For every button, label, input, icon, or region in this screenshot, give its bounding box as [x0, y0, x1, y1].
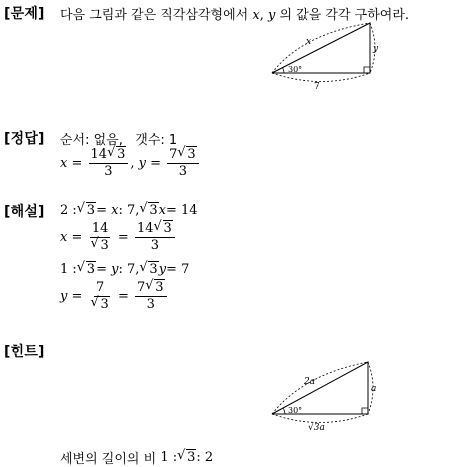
- sol3-y: y: [111, 262, 119, 277]
- problem-label: [문제]: [4, 6, 45, 22]
- problem-text-after: 의 값을 각각 구하여라.: [279, 8, 410, 23]
- answer-label: [정답]: [4, 131, 45, 147]
- sol3-a: 1 :: [60, 262, 77, 277]
- answer-y-den: 3: [178, 163, 188, 179]
- sol4-rad2: 3: [155, 280, 164, 295]
- problem-text-before: 다음 그림과 같은 직각삼각형에서: [60, 8, 249, 23]
- hint-angle-arc: [284, 409, 286, 415]
- answer-y-num: 7: [169, 147, 178, 162]
- sol4-num1: 7: [96, 280, 105, 295]
- hint-label: [힌트]: [4, 344, 45, 360]
- hint-triangle-shape: [272, 362, 368, 414]
- answer-x-den: 3: [104, 163, 113, 179]
- problem-comma: ,: [259, 8, 264, 23]
- solution-line-1: 2 : √ 3 = x : 7, √ 3 x = 14: [60, 201, 198, 218]
- hint-caption: 세변의 길이의 비 1 : √ 3 : 2: [60, 448, 214, 467]
- hint-caption-text: 세변의 길이의 비: [60, 452, 157, 467]
- sol4-num2: 7: [136, 280, 146, 295]
- answer-values: x = 14 √ 3 3 , y = 7 √ 3 3: [60, 148, 201, 178]
- sol3-d: y: [158, 262, 167, 277]
- right-angle-mark: [364, 67, 370, 73]
- sol2-frac1: 14 √ 3: [90, 221, 109, 253]
- sol1-c: : 7,: [118, 203, 140, 218]
- base-brace: [272, 73, 370, 82]
- sol3-rad1: 3: [86, 262, 96, 277]
- sol2-rad2: 3: [163, 221, 172, 236]
- hint-hyp-label: 2a: [304, 377, 316, 387]
- sol1-x: x: [111, 203, 119, 218]
- answer-count: 갯수: 1: [135, 133, 178, 148]
- answer-y-var: y: [138, 155, 146, 171]
- sol2-num1: 14: [91, 221, 109, 236]
- hint-base-label: √3a: [308, 423, 325, 433]
- sol3-b: =: [96, 262, 107, 277]
- hint-caption-b: : 2: [196, 450, 214, 465]
- sol1-d: x: [158, 203, 167, 218]
- problem-var-x: x: [252, 8, 260, 23]
- problem-triangle-figure: [262, 16, 382, 94]
- sol2-num2: 14: [136, 221, 154, 236]
- answer-y-rad: 3: [187, 147, 196, 162]
- base-label: 7: [314, 82, 320, 92]
- sol4-rad1: 3: [100, 296, 109, 312]
- answer-x-rad: 3: [117, 147, 126, 162]
- hint-triangle-figure: [262, 354, 382, 434]
- sol3-rad2: 3: [149, 262, 158, 277]
- sol2-rad1: 3: [100, 237, 109, 253]
- angle-label: 30°: [288, 65, 303, 74]
- hint-base-brace: [272, 414, 368, 423]
- answer-x-num: 14: [90, 147, 108, 162]
- sol4-frac2: 7 √ 3 3: [135, 281, 167, 311]
- solution-line-4: y = 7 √ 3 = 7 √ 3 3: [60, 281, 169, 311]
- sol2-frac2: 14 √ 3 3: [135, 222, 175, 252]
- sol2-den2: 3: [150, 237, 160, 253]
- triangle-shape: [272, 23, 370, 73]
- solution-line-2: x = 14 √ 3 = 14 √ 3 3: [60, 222, 177, 252]
- hint-caption-rad: 3: [187, 450, 196, 465]
- sol4-den2: 3: [146, 296, 155, 312]
- answer-x-var: x: [60, 155, 68, 171]
- hint-angle-label: 30°: [288, 406, 303, 415]
- angle-arc: [283, 68, 284, 73]
- sol3-e: = 7: [166, 262, 190, 277]
- hint-vert-label: a: [371, 384, 377, 394]
- vert-label: y: [373, 44, 379, 54]
- hint-right-angle-mark: [362, 408, 368, 414]
- answer-y-frac: 7 √ 3 3: [167, 148, 199, 178]
- solution-label: [해설]: [4, 204, 45, 220]
- answer-x-frac: 14 √ 3 3: [89, 148, 129, 178]
- sol2-var: x: [60, 229, 68, 245]
- sol4-frac1: 7 √ 3: [90, 280, 109, 312]
- sol3-c: : 7,: [118, 262, 140, 277]
- sol4-var: y: [60, 288, 68, 304]
- problem-var-y: y: [267, 8, 276, 23]
- solution-line-3: 1 : √ 3 = y : 7, √ 3 y = 7: [60, 260, 190, 277]
- hyp-label: x: [306, 37, 312, 47]
- sol1-b: =: [96, 203, 107, 218]
- sol1-a: 2 :: [60, 203, 77, 218]
- hint-caption-a: 1 :: [160, 450, 178, 465]
- answer-order: 순서: 없음,: [60, 133, 123, 148]
- sol1-e: = 14: [166, 203, 198, 218]
- sol1-rad1: 3: [86, 203, 96, 218]
- sol1-rad2: 3: [149, 203, 158, 218]
